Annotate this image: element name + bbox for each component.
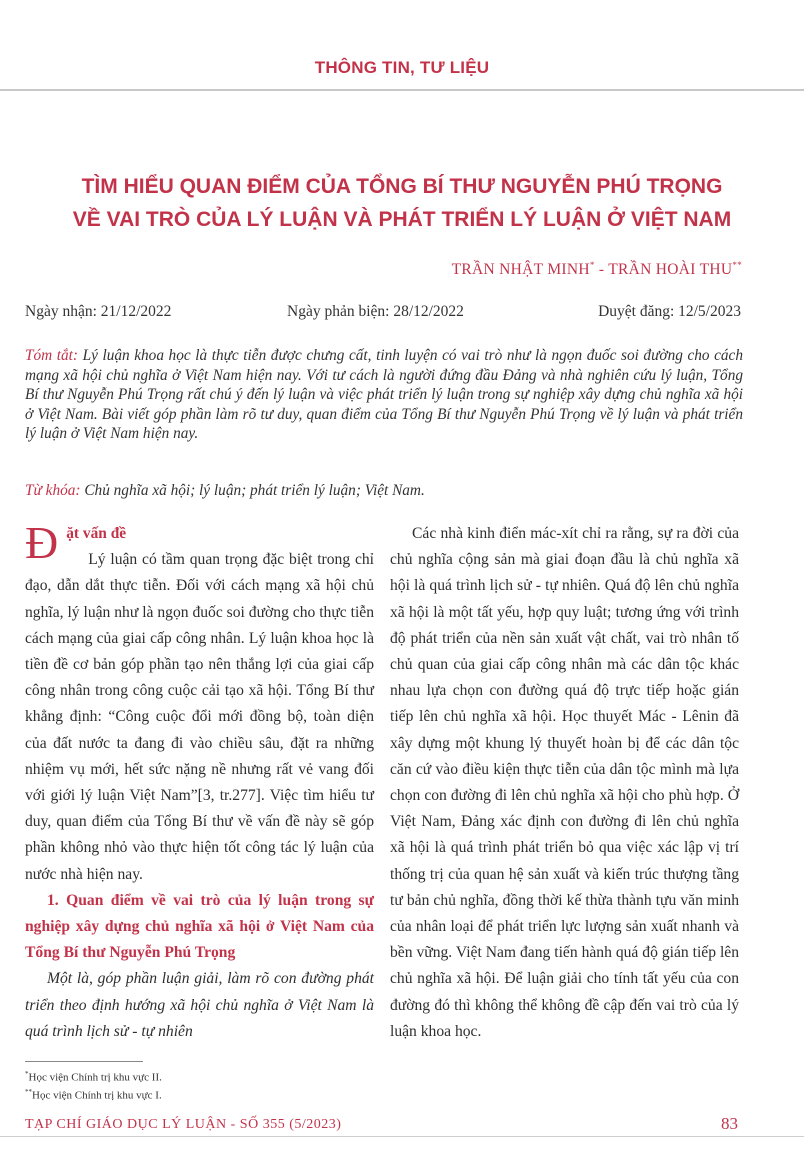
author-2-mark: ** <box>732 260 742 270</box>
footnote-2-text: Học viện Chính trị khu vực I. <box>32 1089 162 1102</box>
section-1-subheading: Một là, góp phần luận giải, làm rõ con đường phát triển theo định hướng xã hội chủ nghĩa ở Việt Nam là quá trình lịch sử - tự nhiên <box>25 970 374 1040</box>
intro-paragraph: Lý luận có tầm quan trọng đặc biệt trong chỉ đạo, dẫn dắt thực tiễn. Đối với cách mạng xã hội chủ nghĩa, lý luận như là ngọn đuốc soi đường cho thực tiễn cách mạng của giai cấp công nhân. Lý luận khoa học là tiền đề cơ bản góp phần tạo nên thắng lợi của giai cấp công nhân trong công cuộc cải tạo xã hội. Tổng Bí thư khẳng định: “Công cuộc đổi mới đồng bộ, toàn diện của đất nước ta đang đi vào chiều sâu, đặt ra những nhiệm vụ mới, hết sức nặng nề nhưng rất vẻ vang đối với giới lý luận Việt Nam”[3, tr.277]. Việc tìm hiểu tư duy, quan điểm của Tổng Bí thư về vấn đề này sẽ góp phần không nhỏ vào thực hiện tốt công tác lý luận của nước nhà hiện nay. <box>25 551 374 883</box>
dropcap: Đ <box>25 517 59 568</box>
footnote-2-mark: ** <box>25 1088 32 1097</box>
author-1: TRẦN NHẬT MINH <box>451 261 590 279</box>
abstract-label: Tóm tắt: <box>25 347 79 364</box>
intro-heading: ặt vấn đề <box>66 525 127 542</box>
author-separator: - <box>594 261 609 279</box>
title-line-2: VỀ VAI TRÒ CỦA LÝ LUẬN VÀ PHÁT TRIỂN LÝ LUẬN Ở VIỆT NAM <box>72 208 732 231</box>
article-title <box>0 170 804 236</box>
abstract <box>25 346 743 444</box>
footer-divider <box>0 1136 804 1137</box>
page-number: 83 <box>721 1114 738 1133</box>
header-divider <box>0 89 804 91</box>
footnote-2 <box>25 1085 162 1103</box>
keywords-label: Từ khóa: <box>25 482 81 499</box>
date-reviewed: Ngày phản biện: 28/12/2022 <box>287 303 464 320</box>
footnote-1 <box>25 1067 162 1085</box>
section-label: THÔNG TIN, TƯ LIỆU <box>314 58 490 77</box>
right-paragraph: Các nhà kinh điển mác-xít chỉ ra rằng, sự ra đời của chủ nghĩa cộng sản mà giai đoạn đầu là chủ nghĩa xã hội là quá trình lịch sử - tự nhiên. Quá độ lên chủ nghĩa xã hội là một tất yếu, hợp quy luật; tương ứng với trình độ phát triển của nền sản xuất vật chất, vai trò nhân tố chủ quan của giai cấp công nhân mà các dân tộc khác nhau lựa chọn con đường quá độ trực tiếp hoặc gián tiếp lên chủ nghĩa xã hội. Học thuyết Mác - Lênin đã xây dựng một khung lý thuyết hoàn bị để các dân tộc căn cứ vào điều kiện thực tiễn của dân tộc mình mà lựa chọn con đường đi lên chủ nghĩa xã hội cho phù hợp. Ở Việt Nam, Đảng xác định con đường đi lên chủ nghĩa xã hội là quá trình phát triển bỏ qua việc xác lập vị trí thống trị của quan hệ sản xuất và kiến trúc thượng tầng tư bản chủ nghĩa, đồng thời kế thừa thành tựu văn minh của nhân loại để phát triển lực lượng sản xuất nhanh và bền vững. Việt Nam đang tiến hành quá độ gián tiếp lên chủ nghĩa xã hội. Để luận giải cho tính tất yếu của con đường đó thì không thể không đề cập đến vai trò của lý luận khoa học. <box>390 525 739 1040</box>
footnotes <box>25 1067 162 1103</box>
date-received: Ngày nhận: 21/12/2022 <box>25 303 172 320</box>
right-column <box>390 521 739 1045</box>
footnote-1-text: Học viện Chính trị khu vực II. <box>28 1071 162 1084</box>
author-1-mark: * <box>589 260 595 270</box>
footnote-divider <box>25 1061 143 1062</box>
keywords-text: Chủ nghĩa xã hội; lý luận; phát triển lý luận; Việt Nam. <box>80 482 425 499</box>
left-column <box>25 517 374 1045</box>
date-accepted: Duyệt đăng: 12/5/2023 <box>598 303 741 320</box>
abstract-text: Lý luận khoa học là thực tiễn được chưng cất, tinh luyện có vai trò như là ngọn đuốc soi đường cho cách mạng xã hội chủ nghĩa ở Việt Nam hiện nay. Với tư cách là người đứng đầu Đảng và nhà nghiên cứu lý luận, Tổng Bí thư Nguyễn Phú Trọng rất chú ý đến lý luận và việc phát triển lý luận trong sự nghiệp xây dựng chủ nghĩa xã hội ở Việt Nam. Bài viết góp phần làm rõ tư duy, quan điểm của Tổng Bí thư Nguyễn Phú Trọng về lý luận và phát triển lý luận ở Việt Nam hiện nay. <box>25 347 743 443</box>
journal-name: TẠP CHÍ GIÁO DỤC LÝ LUẬN - SỐ 355 (5/2023) <box>25 1117 342 1132</box>
keywords <box>25 482 743 500</box>
footnote-1-mark: * <box>25 1070 29 1078</box>
section-1-heading: 1. Quan điểm về vai trò của lý luận trong sự nghiệp xây dựng chủ nghĩa xã hội ở Việt Nam của Tổng Bí thư Nguyễn Phú Trọng <box>25 891 374 962</box>
title-line-1: TÌM HIỂU QUAN ĐIỂM CỦA TỔNG BÍ THƯ NGUYỄN PHÚ TRỌNG <box>81 175 723 198</box>
author-2: TRẦN HOÀI THU <box>608 261 733 279</box>
authors <box>452 260 742 279</box>
